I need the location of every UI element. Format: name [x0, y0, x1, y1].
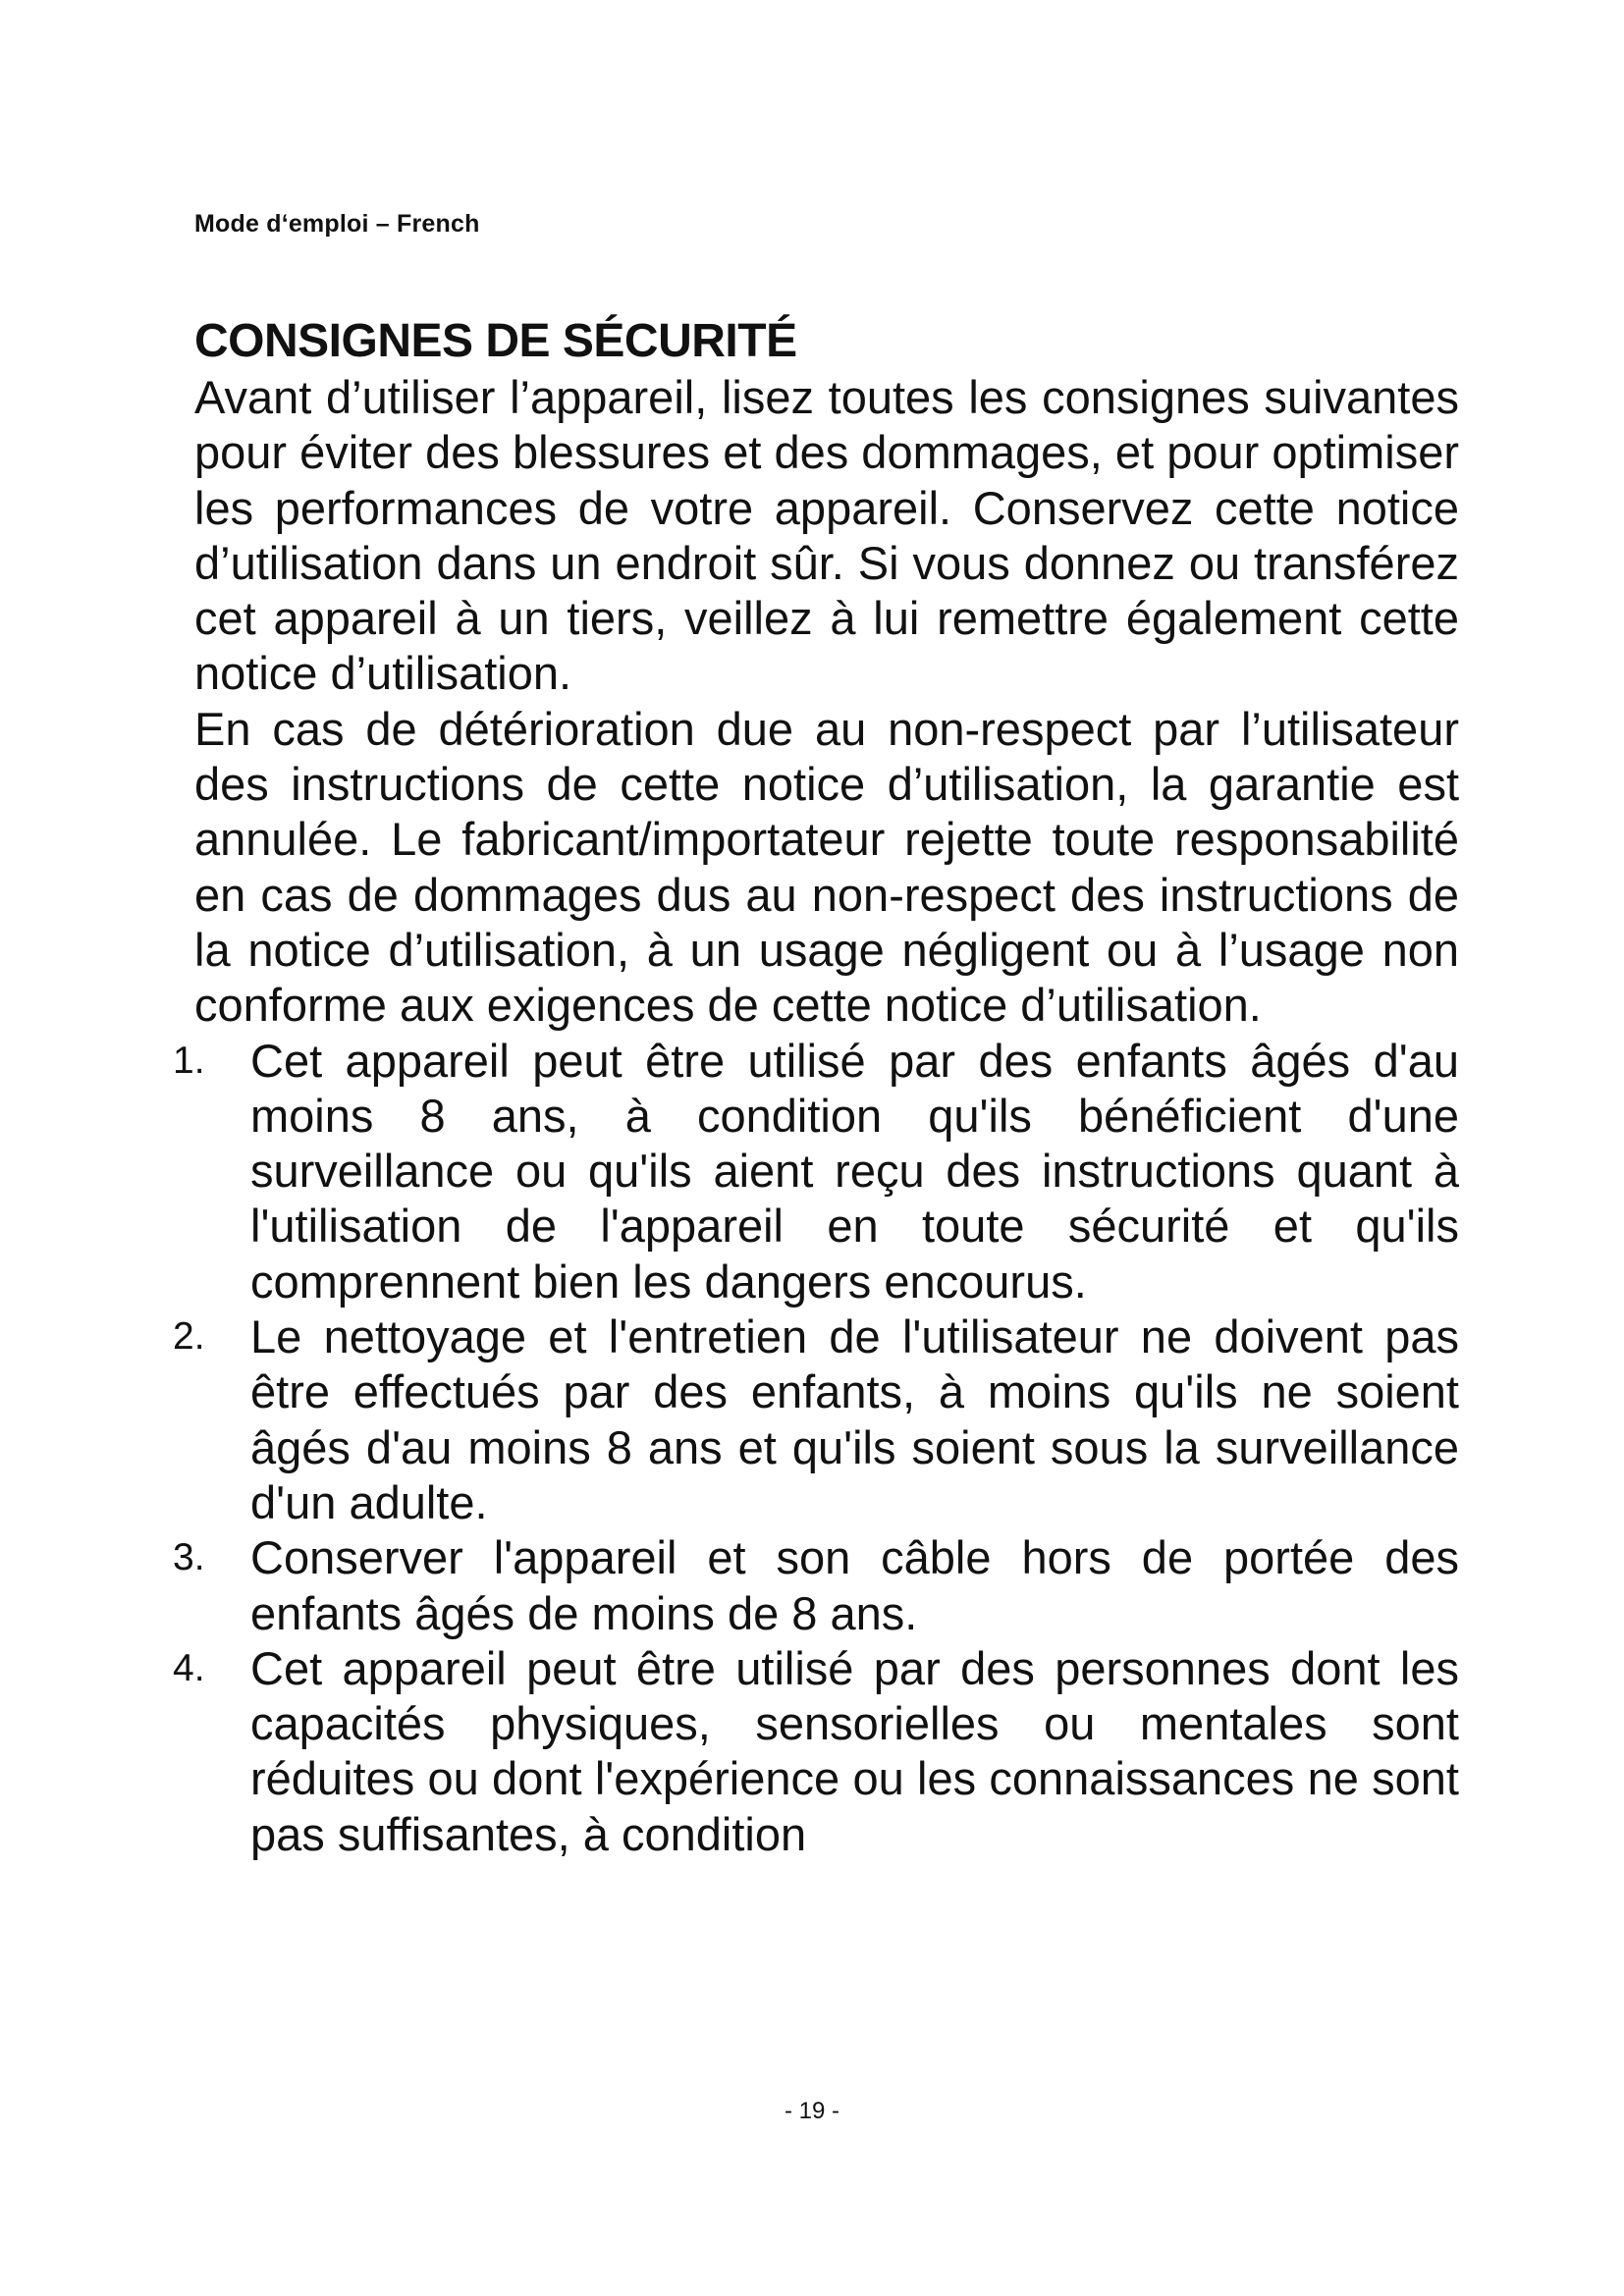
list-item — [173, 1641, 1459, 1862]
section-body — [173, 370, 1459, 1862]
list-item-number: 2. — [173, 1315, 205, 1359]
list-item — [173, 1034, 1459, 1309]
list-item-text: Cet appareil peut être utilisé par des personnes dont les capacités physiques, sensorielles ou mentales sont réduites ou dont l'expérience ou les connaissances ne sont pas suffisantes, à condition — [250, 1641, 1459, 1860]
section-heading: CONSIGNES DE SÉCURITÉ — [194, 315, 797, 367]
list-item — [173, 1309, 1459, 1530]
page-number: - 19 - — [784, 2098, 839, 2124]
list-item-text: Cet appareil peut être utilisé par des enfants âgés d'au moins 8 ans, à condition qu'ils bénéficient d'une surveillance ou qu'ils aient reçu des instructions quant à l'utilisation de l'appareil en toute sécurité et qu'ils comprennent bien les dangers encourus. — [250, 1034, 1459, 1308]
intro-paragraph: Avant d’utiliser l’appareil, lisez toutes les consignes suivantes pour éviter des blessures et des dommages, et pour optimiser les performances de votre appareil. Conservez cette notice d’utilisation dans un endroit sûr. Si vous donnez ou transférez cet appareil à un tiers, veillez à lui remettre également cette notice d’utilisation. — [194, 371, 1459, 700]
list-item — [173, 1530, 1459, 1641]
document-header-label: Mode d‘emploi – French — [194, 210, 480, 238]
list-item-text: Le nettoyage et l'entretien de l'utilisateur ne doivent pas être effectués par des enfants, à moins qu'ils ne soient âgés d'au moins 8 ans et qu'ils soient sous la surveillance d'un adulte. — [250, 1310, 1459, 1528]
warranty-paragraph: En cas de détérioration due au non-respect par l’utilisateur des instructions de cette notice d’utilisation, la garantie est annulée. Le fabricant/importateur rejette toute responsabilité en cas de dommages dus au non-respect des instructions de la notice d’utilisation, à un usage négligent ou à l’usage non conforme aux exigences de cette notice d’utilisation. — [194, 702, 1459, 1032]
list-item-number: 4. — [173, 1646, 205, 1689]
list-item-number: 3. — [173, 1536, 205, 1579]
list-item-text: Conserver l'appareil et son câble hors de portée des enfants âgés de moins de 8 ans. — [250, 1531, 1459, 1639]
list-item-number: 1. — [173, 1039, 205, 1082]
safety-instructions-list — [173, 1034, 1459, 1862]
